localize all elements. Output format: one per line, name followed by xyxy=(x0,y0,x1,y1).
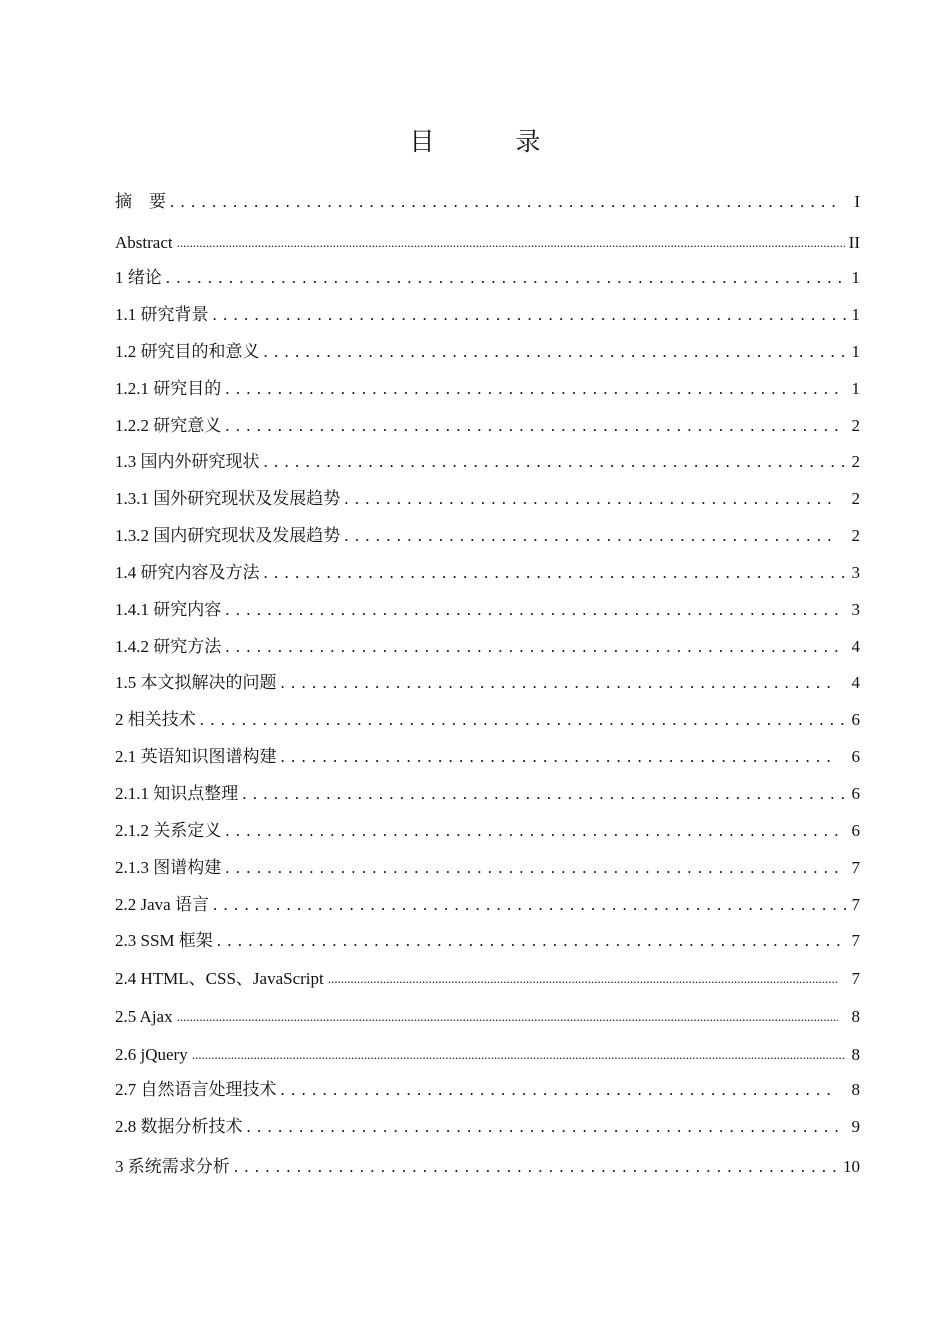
toc-entry-page: 2 xyxy=(851,452,860,471)
toc-entry[interactable] xyxy=(115,1078,860,1102)
toc-entry-label: 1.4.2 研究方法 xyxy=(115,637,222,656)
toc-entry-label: 1.2.1 研究目的 xyxy=(115,379,222,398)
toc-entry-label: 1.2 研究目的和意义 xyxy=(115,342,260,361)
toc-entry-label: 2.7 自然语言处理技术 xyxy=(115,1080,277,1099)
toc-leader xyxy=(247,1115,847,1139)
toc-entry[interactable] xyxy=(115,819,860,843)
toc-entry-page: 7 xyxy=(851,931,860,950)
toc-entry-label: 1 绪论 xyxy=(115,268,162,287)
toc-entry-label: 2.1 英语知识图谱构建 xyxy=(115,747,277,766)
toc-entry[interactable] xyxy=(115,671,860,695)
toc-leader xyxy=(225,598,846,622)
toc-entry-page: 7 xyxy=(851,858,860,877)
toc-leader xyxy=(225,377,846,401)
toc-entry-label: 2.8 数据分析技术 xyxy=(115,1117,243,1136)
toc-entry[interactable] xyxy=(115,1155,860,1179)
toc-leader xyxy=(328,967,838,991)
toc-entry-page: 10 xyxy=(843,1157,860,1176)
toc-entry[interactable] xyxy=(115,1005,860,1029)
toc-entry-label: 2.4 HTML、CSS、JavaScript xyxy=(115,969,324,988)
toc-entry-page: 7 xyxy=(851,969,860,988)
toc-entry[interactable] xyxy=(115,561,860,585)
toc-leader xyxy=(217,929,846,953)
toc-entry-label: 1.3.2 国内研究现状及发展趋势 xyxy=(115,526,341,545)
toc-entry-page: 2 xyxy=(851,489,860,508)
toc-leader xyxy=(213,303,847,327)
toc-entry-label: 2.5 Ajax xyxy=(115,1007,173,1026)
toc-entry[interactable] xyxy=(115,893,860,917)
toc-entry[interactable] xyxy=(115,377,860,401)
toc-leader xyxy=(225,635,846,659)
toc-entry-page: 6 xyxy=(851,821,860,840)
toc-entry-page: 6 xyxy=(851,747,860,766)
toc-leader xyxy=(225,414,846,438)
toc-entry-page: 9 xyxy=(851,1117,860,1136)
toc-entry[interactable] xyxy=(115,340,860,364)
toc-leader xyxy=(177,1005,838,1029)
toc-entry-page: I xyxy=(854,192,860,211)
toc-leader xyxy=(170,190,838,214)
toc-entry[interactable] xyxy=(115,967,860,991)
toc-leader xyxy=(213,893,846,917)
toc-leader xyxy=(200,708,846,732)
toc-leader xyxy=(177,231,845,255)
toc-leader xyxy=(281,671,839,695)
toc-entry-page: 6 xyxy=(851,710,860,729)
toc-entry-page: 3 xyxy=(851,600,860,619)
toc-entry-page: II xyxy=(848,233,860,252)
toc-entry-label: 2.1.3 图谱构建 xyxy=(115,858,222,877)
toc-leader xyxy=(344,487,838,511)
toc-entry-page: 8 xyxy=(851,1080,860,1099)
toc-entry[interactable] xyxy=(115,782,860,806)
toc-entry-label: 1.5 本文拟解决的问题 xyxy=(115,673,277,692)
toc-leader xyxy=(264,450,847,474)
toc-entry-page: 8 xyxy=(851,1007,860,1026)
toc-entry-page: 1 xyxy=(851,342,860,361)
toc-entry[interactable] xyxy=(115,635,860,659)
toc-entry-label: 1.4 研究内容及方法 xyxy=(115,563,260,582)
toc-entry[interactable] xyxy=(115,231,860,255)
toc-entry-label: 2 相关技术 xyxy=(115,710,196,729)
toc-entry-page: 1 xyxy=(851,379,860,398)
toc-entry-page: 4 xyxy=(851,637,860,656)
toc-entry[interactable] xyxy=(115,1115,860,1139)
toc-entry[interactable] xyxy=(115,856,860,880)
toc-entry[interactable] xyxy=(115,414,860,438)
toc-leader xyxy=(281,1078,839,1102)
toc-leader xyxy=(344,524,838,548)
toc-entry[interactable] xyxy=(115,598,860,622)
toc-entry-page: 7 xyxy=(851,895,860,914)
toc-leader xyxy=(225,819,846,843)
toc-leader xyxy=(166,266,846,290)
toc-leader xyxy=(234,1155,839,1179)
toc-entry-page: 2 xyxy=(851,416,860,435)
toc-entry-page: 3 xyxy=(851,563,860,582)
toc-leader xyxy=(281,745,839,769)
toc-entry[interactable] xyxy=(115,929,860,953)
toc-leader xyxy=(242,782,846,806)
toc-entry-label: 1.3 国内外研究现状 xyxy=(115,452,260,471)
toc-leader xyxy=(264,561,847,585)
toc-entry-label: 1.3.1 国外研究现状及发展趋势 xyxy=(115,489,341,508)
toc-entry[interactable] xyxy=(115,303,860,327)
toc-leader xyxy=(264,340,847,364)
toc-entry-label: 2.2 Java 语言 xyxy=(115,895,209,914)
toc-entry-page: 4 xyxy=(851,673,860,692)
toc-entry-label: 1.2.2 研究意义 xyxy=(115,416,222,435)
toc-entry-page: 8 xyxy=(851,1045,860,1064)
toc-leader xyxy=(225,856,846,880)
toc-entry[interactable] xyxy=(115,524,860,548)
toc-entry[interactable] xyxy=(115,190,860,214)
toc-entry-page: 6 xyxy=(851,784,860,803)
toc-entry-label: 摘 要 xyxy=(115,192,166,211)
toc-entry[interactable] xyxy=(115,745,860,769)
toc-entry[interactable] xyxy=(115,450,860,474)
toc-entry[interactable] xyxy=(115,1043,860,1067)
toc-entry-label: 2.6 jQuery xyxy=(115,1045,188,1064)
toc-leader xyxy=(192,1043,846,1067)
toc-entry[interactable] xyxy=(115,487,860,511)
toc-entry-label: 1.4.1 研究内容 xyxy=(115,600,222,619)
toc-entry-label: 2.1.2 关系定义 xyxy=(115,821,222,840)
toc-entry-label: 2.1.1 知识点整理 xyxy=(115,784,239,803)
toc-title: 目 录 xyxy=(409,127,569,156)
toc-entry-page: 1 xyxy=(851,268,860,287)
toc-entry-label: 1.1 研究背景 xyxy=(115,305,209,324)
toc-entry-label: 2.3 SSM 框架 xyxy=(115,931,213,950)
toc-entry[interactable] xyxy=(115,266,860,290)
toc-entry-page: 2 xyxy=(851,526,860,545)
toc-entry-label: Abstract xyxy=(115,233,173,252)
toc-entry[interactable] xyxy=(115,708,860,732)
toc-entry-label: 3 系统需求分析 xyxy=(115,1157,230,1176)
toc-entry-page: 1 xyxy=(851,305,860,324)
